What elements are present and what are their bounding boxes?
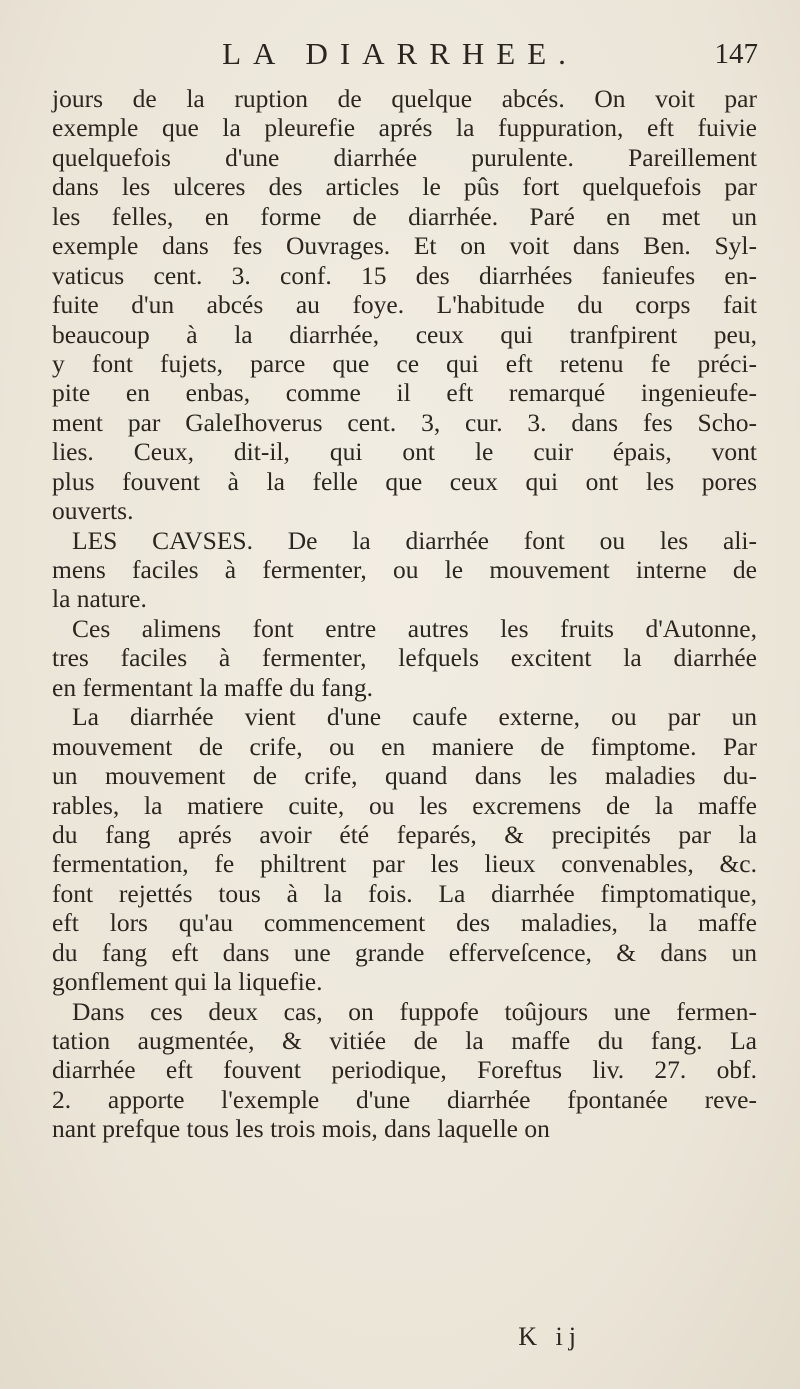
text-line: font rejettés tous à la fois. La diarrhée fimptomatique, — [52, 878, 757, 908]
text-line: tation augmentée, & vitiée de la maffe du fang. La — [52, 1026, 757, 1055]
text-line: nant prefque tous les trois mois, dans laquelle on — [52, 1114, 550, 1144]
text-line: eft lors qu'au commencement des maladies, la maffe — [52, 908, 757, 938]
text-line: La diarrhée vient d'une caufe externe, ou par un — [72, 702, 757, 732]
text-line: du fang eft dans une grande efferveſcence, & dans un — [52, 937, 757, 967]
text-line: quelquefois d'une diarrhée purulente. Pareillement — [52, 142, 757, 172]
text-line: les felles, en forme de diarrhée. Paré en met un — [52, 201, 757, 231]
text-line: tres faciles à fermenter, lefquels excitent la diarrhée — [52, 643, 757, 673]
page-header — [40, 36, 760, 86]
text-line: beaucoup à la diarrhée, ceux qui tranfpirent peu, — [52, 319, 757, 349]
text-line: jours de la ruption de quelque abcés. On voit par — [52, 84, 757, 113]
text-line: Dans ces deux cas, on fuppofe toûjours une fermen- — [72, 996, 757, 1026]
text-line: exemple que la pleurefie aprés la fuppuration, eft fuivie — [52, 113, 757, 143]
text-line: ouverts. — [52, 496, 134, 526]
text-line: ment par GaleIhoverus cent. 3, cur. 3. dans fes Scho- — [52, 407, 757, 437]
text-line: un mouvement de crife, quand dans les maladies du- — [52, 761, 757, 791]
text-line: la nature. — [52, 584, 147, 614]
text-line: mens faciles à fermenter, ou le mouvement interne de — [52, 555, 757, 584]
text-line: Ces alimens font entre autres les fruits d'Autonne, — [72, 613, 757, 643]
text-line: mouvement de crife, ou en maniere de fimptome. Par — [52, 731, 757, 761]
text-line: pite en enbas, comme il eft remarqué ingenieufe- — [52, 378, 757, 408]
text-line: y font fujets, parce que ce qui eft retenu fe préci- — [52, 348, 757, 378]
text-line: fuite d'un abcés au foye. L'habitude du corps fait — [52, 290, 757, 320]
section-heading-line: LES CAVSES. De la diarrhée font ou les ali- — [72, 525, 757, 555]
text-line: exemple dans fes Ouvrages. Et on voit dans Ben. Syl- — [52, 231, 757, 261]
running-title: LA DIARRHEE. — [222, 36, 578, 71]
text-line: fermentation, fe philtrent par les lieux convenables, &c. — [52, 849, 757, 879]
text-line: gonflement qui la liquefie. — [52, 967, 323, 997]
text-line: en fermentant la maffe du fang. — [52, 672, 373, 702]
text-line: lies. Ceux, dit-il, qui ont le cuir épais, vont — [52, 437, 757, 467]
text-line: plus fouvent à la felle que ceux qui ont les pores — [52, 466, 757, 496]
text-line: du fang aprés avoir été feparés, & precipités par la — [52, 819, 757, 849]
body-text — [52, 84, 757, 1144]
text-line: vaticus cent. 3. conf. 15 des diarrhées fanieufes en- — [52, 260, 757, 290]
text-line: dans les ulceres des articles le pûs fort quelquefois par — [52, 172, 757, 202]
text-line: 2. apporte l'exemple d'une diarrhée fpontanée reve- — [52, 1084, 757, 1114]
page-number: 147 — [714, 38, 758, 70]
text-line: diarrhée eft fouvent periodique, Foreftus liv. 27. obf. — [52, 1055, 757, 1085]
signature-mark: K ij — [518, 1322, 582, 1351]
text-line: rables, la matiere cuite, ou les excremens de la maffe — [52, 790, 757, 820]
